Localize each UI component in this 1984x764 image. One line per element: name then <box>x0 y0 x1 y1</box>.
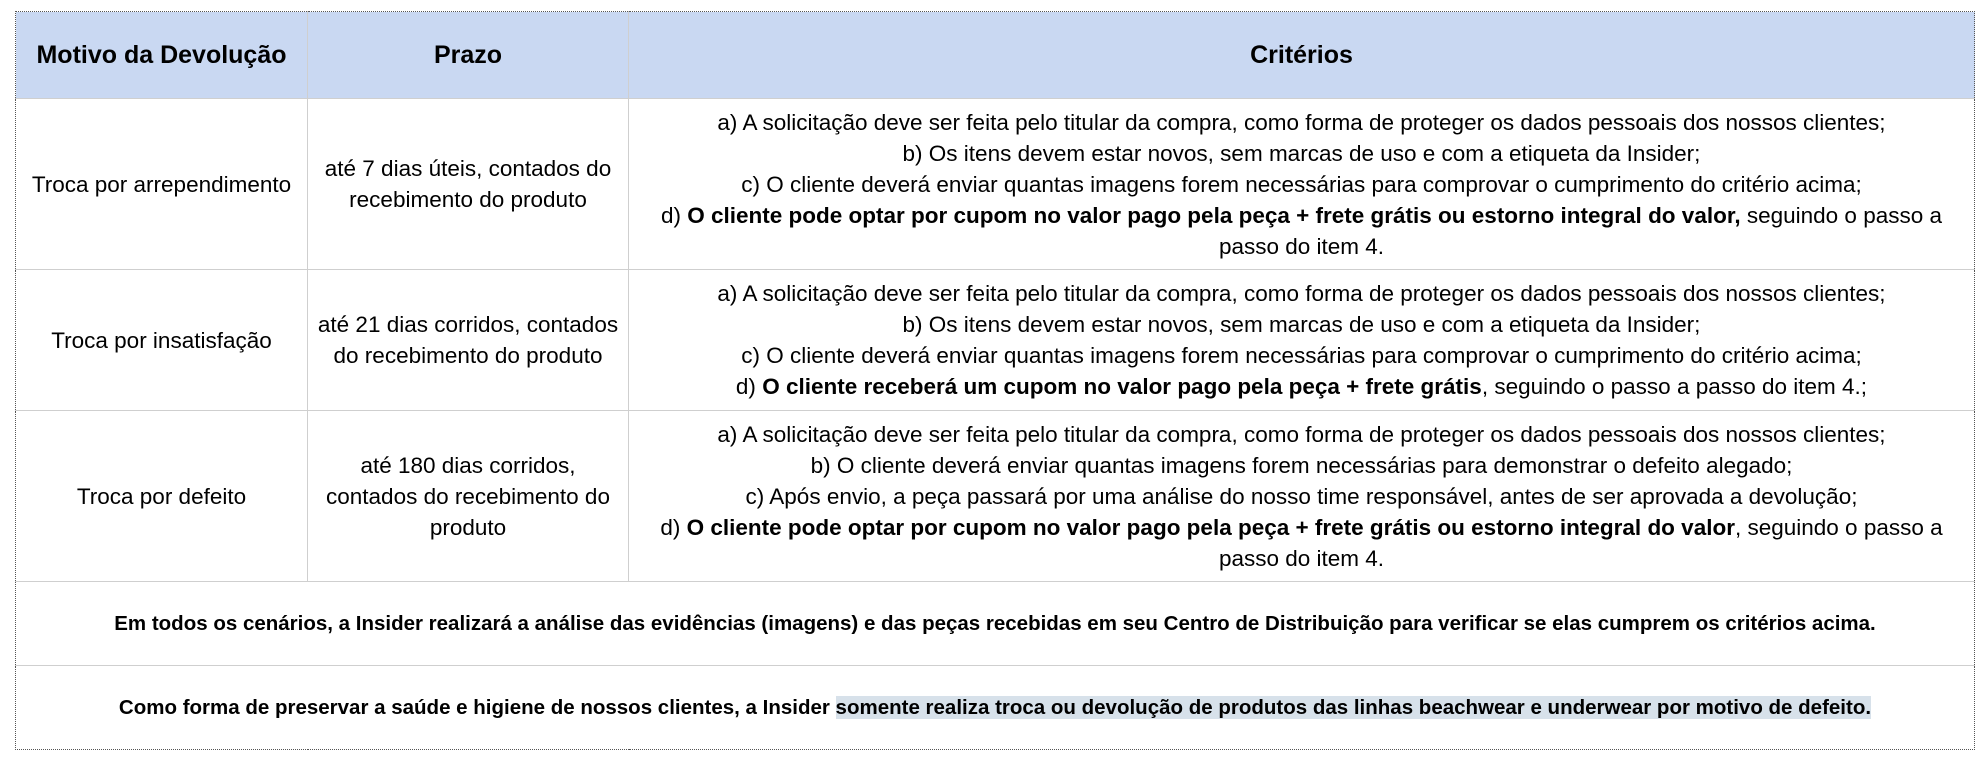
hygiene-note <box>16 666 1975 750</box>
hygiene-note-highlight: somente realiza troca ou devolução de produtos das linhas beachwear e underwear por motivo de defeito. <box>835 696 1872 719</box>
criterio-d <box>635 200 1968 262</box>
criterio-d-bold: O cliente pode optar por cupom no valor pago pela peça + frete grátis ou estorno integral do valor <box>686 514 1735 540</box>
motivo-cell: Troca por insatisfação <box>16 270 308 411</box>
table-row <box>16 99 1975 270</box>
returns-policy-table <box>15 11 1975 750</box>
note-row <box>16 582 1975 666</box>
criterios-cell <box>629 411 1975 582</box>
criterio-d <box>635 371 1968 402</box>
table-row <box>16 411 1975 582</box>
criterio-a: a) A solicitação deve ser feita pelo titular da compra, como forma de proteger os dados pessoais dos nossos clientes; <box>717 109 1886 135</box>
criterio-a: a) A solicitação deve ser feita pelo titular da compra, como forma de proteger os dados pessoais dos nossos clientes; <box>717 421 1886 447</box>
criterios-cell <box>629 99 1975 270</box>
note-row <box>16 666 1975 750</box>
criterio-d-rest: , seguindo o passo a passo do item 4. <box>1218 514 1943 571</box>
criterio-d-prefix: d) <box>661 202 688 228</box>
motivo-cell: Troca por arrependimento <box>16 99 308 270</box>
criterio-c: c) O cliente deverá enviar quantas imagens forem necessárias para comprovar o cumprimento do critério acima; <box>741 171 1862 197</box>
criterio-d <box>635 512 1968 574</box>
analysis-note: Em todos os cenários, a Insider realizará a análise das evidências (imagens) e das peças recebidas em seu Centro de Distribuição para verificar se elas cumprem os critérios acima. <box>16 582 1975 666</box>
criterio-b: b) O cliente deverá enviar quantas imagens forem necessárias para demonstrar o defeito alegado; <box>810 452 1793 478</box>
header-motivo: Motivo da Devolução <box>16 12 308 99</box>
header-prazo: Prazo <box>308 12 629 99</box>
criterio-b: b) Os itens devem estar novos, sem marcas de uso e com a etiqueta da Insider; <box>902 312 1701 337</box>
criterio-d-prefix: d) <box>660 514 687 540</box>
criterio-d-bold: O cliente pode optar por cupom no valor pago pela peça + frete grátis ou estorno integral do valor, <box>687 202 1741 228</box>
criterio-a: a) A solicitação deve ser feita pelo titular da compra, como forma de proteger os dados pessoais dos nossos clientes; <box>717 281 1886 306</box>
criterio-c: c) O cliente deverá enviar quantas imagens forem necessárias para comprovar o cumprimento do critério acima; <box>741 343 1862 368</box>
table-row <box>16 270 1975 411</box>
criterios-cell <box>629 270 1975 411</box>
returns-policy-table-wrapper <box>15 11 1974 750</box>
criterio-b: b) Os itens devem estar novos, sem marcas de uso e com a etiqueta da Insider; <box>902 140 1701 166</box>
criterio-c: c) Após envio, a peça passará por uma análise do nosso time responsável, antes de ser aprovada a devolução; <box>745 483 1858 509</box>
header-row <box>16 12 1975 99</box>
criterio-d-bold: O cliente receberá um cupom no valor pago pela peça + frete grátis <box>762 374 1482 399</box>
motivo-cell: Troca por defeito <box>16 411 308 582</box>
criterio-d-rest: seguindo o passo a passo do item 4. <box>1218 202 1942 259</box>
prazo-cell: até 180 dias corridos, contados do recebimento do produto <box>308 411 629 582</box>
prazo-cell: até 7 dias úteis, contados do recebimento do produto <box>308 99 629 270</box>
hygiene-note-plain: Como forma de preservar a saúde e higiene de nossos clientes, a Insider <box>118 696 836 719</box>
criterio-d-prefix: d) <box>735 374 763 399</box>
header-criterios: Critérios <box>629 12 1975 99</box>
criterio-d-rest: , seguindo o passo a passo do item 4.; <box>1481 374 1868 399</box>
prazo-cell: até 21 dias corridos, contados do recebimento do produto <box>308 270 629 411</box>
